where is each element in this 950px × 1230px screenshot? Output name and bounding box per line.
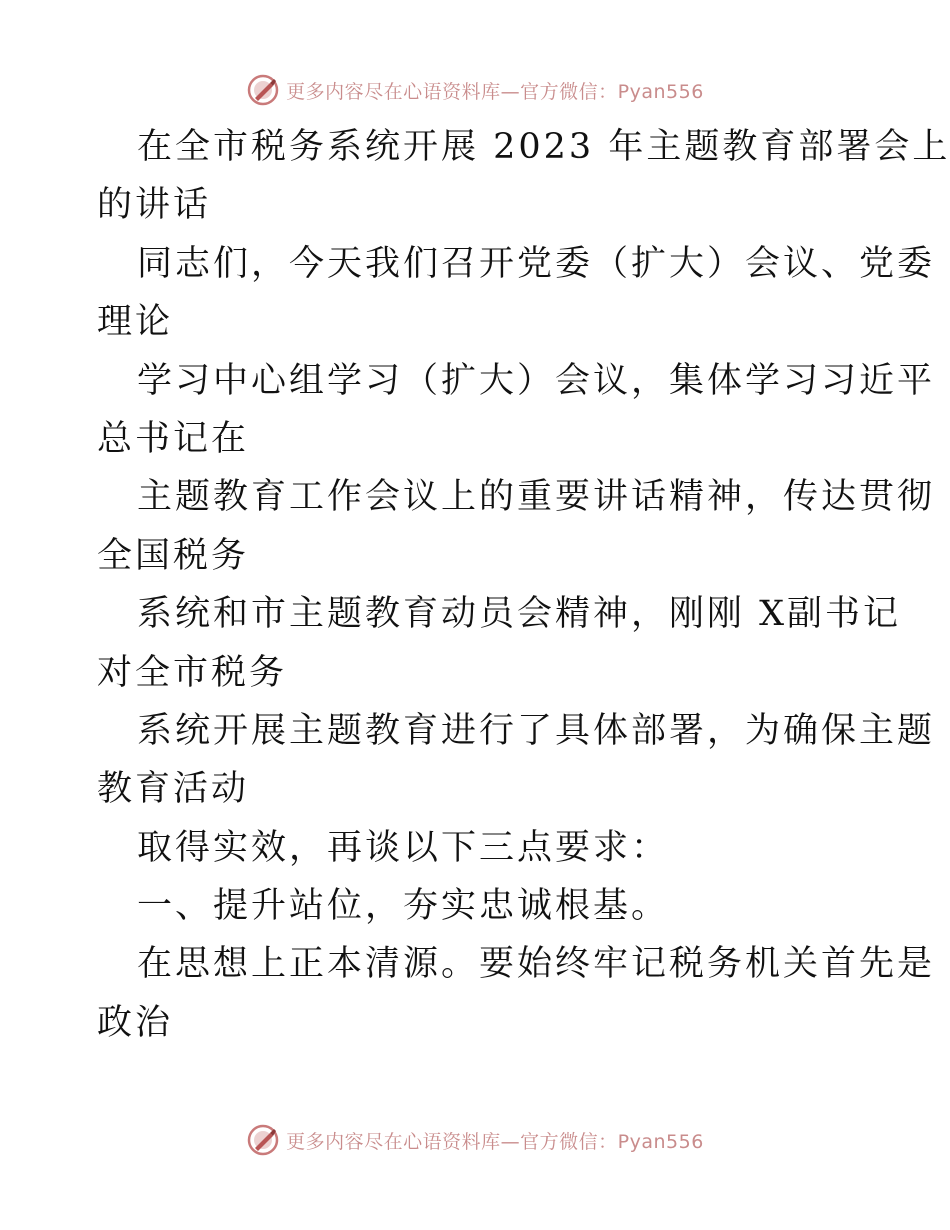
paragraph-line: 政治 <box>97 1002 174 1043</box>
paragraph-line: 系统开展主题教育进行了具体部署，为确保主题 <box>137 710 936 751</box>
paragraph-line: 取得实效，再谈以下三点要求： <box>137 827 670 868</box>
paragraph-line: 在思想上正本清源。要始终牢记税务机关首先是 <box>137 944 936 985</box>
pen-nib-logo-icon <box>246 73 280 107</box>
header-watermark <box>0 70 950 110</box>
pen-nib-logo-icon <box>246 1123 280 1157</box>
paragraph-line: 教育活动 <box>97 769 250 810</box>
header-watermark-text: 更多内容尽在心语资料库—官方微信：Pyan556 <box>286 80 704 103</box>
paragraph-line: 总书记在 <box>97 418 250 459</box>
footer-watermark <box>0 1120 950 1160</box>
paragraph-line: 学习中心组学习（扩大）会议，集体学习习近平 <box>137 360 936 401</box>
paragraph-line: 理论 <box>97 302 174 343</box>
section-heading: 一、提升站位，夯实忠诚根基。 <box>137 886 670 927</box>
footer-watermark-text: 更多内容尽在心语资料库—官方微信：Pyan556 <box>286 1130 704 1153</box>
document-body <box>97 118 950 1052</box>
title-line-2: 的讲话 <box>97 185 212 226</box>
title-line-1: 在全市税务系统开展 2023 年主题教育部署会上 <box>137 127 950 167</box>
paragraph-line: 系统和市主题教育动员会精神，刚刚 X副书记 <box>137 594 902 635</box>
paragraph-line: 全国税务 <box>97 535 250 576</box>
paragraph-line: 同志们，今天我们召开党委（扩大）会议、党委 <box>137 243 936 284</box>
paragraph-line: 主题教育工作会议上的重要讲话精神，传达贯彻 <box>137 477 936 518</box>
paragraph-line: 对全市税务 <box>97 652 288 693</box>
